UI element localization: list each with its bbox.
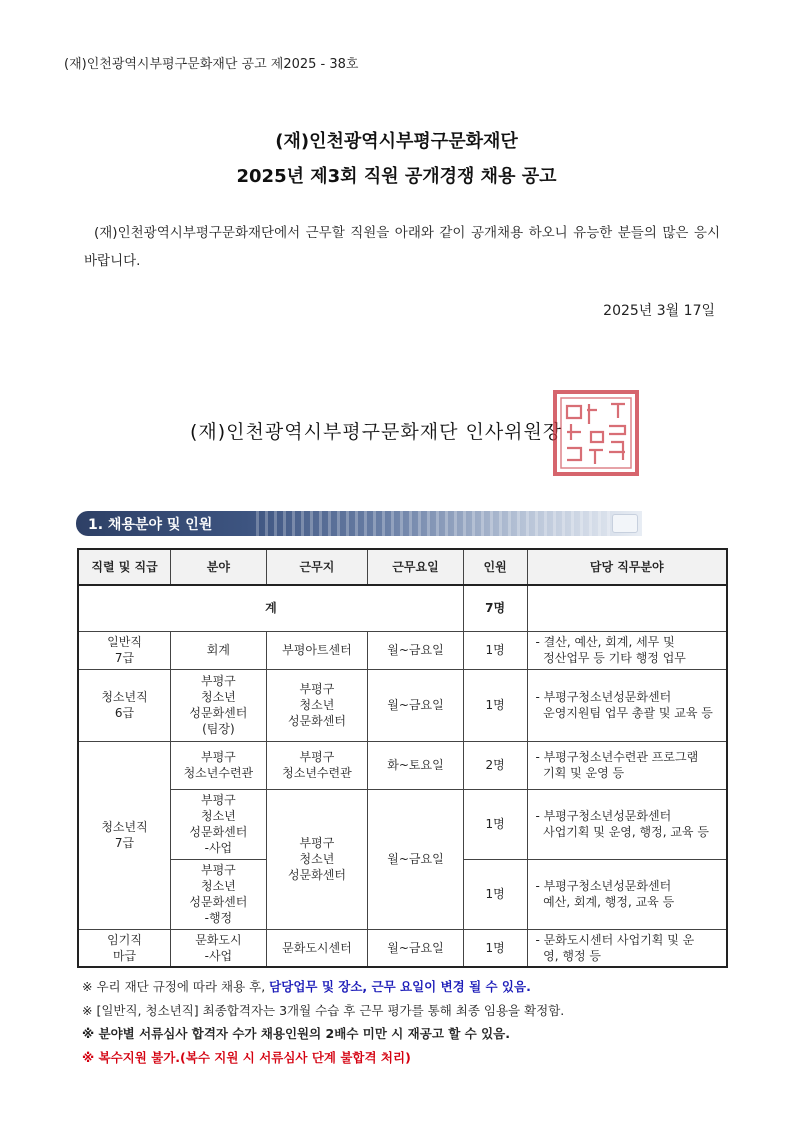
- col-header-days: 근무요일: [368, 549, 464, 585]
- cell-field: 회계: [171, 631, 267, 669]
- cell-days: 월~금요일: [368, 631, 464, 669]
- cell-grade: 임기직 마급: [78, 929, 171, 967]
- table-row: [78, 929, 727, 967]
- cell-duty: - 부평구청소년성문화센터 사업기획 및 운영, 행정, 교육 등: [527, 789, 727, 859]
- total-duty: [527, 585, 727, 631]
- cell-duty: - 결산, 예산, 회계, 세무 및 정산업무 등 기타 행정 업무: [527, 631, 727, 669]
- cell-count: 1명: [463, 631, 527, 669]
- total-count: 7명: [463, 585, 527, 631]
- cell-days: 월~금요일: [368, 789, 464, 929]
- cell-days: 월~금요일: [368, 669, 464, 741]
- cell-field: 문화도시 -사업: [171, 929, 267, 967]
- cell-field: 부평구 청소년수련관: [171, 741, 267, 789]
- cell-field: 부평구 청소년 성문화센터 -행정: [171, 859, 267, 929]
- recruitment-table: [77, 548, 728, 968]
- cell-field: 부평구 청소년 성문화센터 -사업: [171, 789, 267, 859]
- cell-count: 1명: [463, 929, 527, 967]
- table-row: [78, 741, 727, 789]
- intro-paragraph: [84, 219, 720, 275]
- notes-list: [82, 975, 564, 1069]
- notice-date: 2025년 3월 17일: [603, 303, 715, 319]
- col-header-grade: 직렬 및 직급: [78, 549, 171, 585]
- col-header-place: 근무지: [266, 549, 368, 585]
- note-item: [82, 1022, 564, 1046]
- col-header-count: 인원: [463, 549, 527, 585]
- intro-text: (재)인천광역시부평구문화재단에서 근무할 직원을 아래와 같이 공개채용 하오니 유능한 분들의 많은 응시 바랍니다.: [84, 225, 720, 269]
- cell-count: 2명: [463, 741, 527, 789]
- official-seal-icon: [551, 388, 641, 478]
- cell-field: 부평구 청소년 성문화센터 (팀장): [171, 669, 267, 741]
- cell-count: 1명: [463, 789, 527, 859]
- cell-grade: 청소년직 7급: [78, 741, 171, 929]
- table-row: [78, 669, 727, 741]
- note-item: ※ [일반직, 청소년직] 최종합격자는 3개월 수습 후 근무 평가를 통해 최종 임용을 확정함.: [82, 1002, 565, 1018]
- signature: (재)인천광역시부평구문화재단 인사위원장: [190, 421, 563, 443]
- cell-duty: - 문화도시센터 사업기획 및 운 영, 행정 등: [527, 929, 727, 967]
- cell-place: 문화도시센터: [266, 929, 368, 967]
- table-row: [78, 631, 727, 669]
- cell-grade: 청소년직 6급: [78, 669, 171, 741]
- note-item-warning: ※ 복수지원 불가.(복수 지원 시 서류심사 단계 불합격 처리): [82, 1049, 411, 1065]
- page-title-org: (재)인천광역시부평구문화재단: [275, 131, 518, 152]
- cell-place: 부평구 청소년 성문화센터: [266, 789, 368, 929]
- cell-place: 부평구 청소년수련관: [266, 741, 368, 789]
- section-title: 1. 채용분야 및 인원: [88, 517, 213, 533]
- col-header-field: 분야: [171, 549, 267, 585]
- cell-duty: - 부평구청소년수련관 프로그램 기획 및 운영 등: [527, 741, 727, 789]
- note-emphasis: 서류심사 합격자 수가 채용인원의 2배수 미만 시 재공고 할 수 있음.: [139, 1026, 511, 1041]
- cell-place: 부평구 청소년 성문화센터: [266, 669, 368, 741]
- cell-count: 1명: [463, 859, 527, 929]
- table-header-row: [78, 549, 727, 585]
- page-title: 2025년 제3회 직원 공개경쟁 채용 공고: [236, 166, 557, 187]
- col-header-duty: 담당 직무분야: [527, 549, 727, 585]
- note-emphasis: 담당업무 및 장소, 근무 요일이 변경 될 수 있음.: [269, 979, 531, 994]
- notice-number: (재)인천광역시부평구문화재단 공고 제2025 - 38호: [64, 57, 359, 72]
- note-item: [82, 975, 564, 999]
- table-row-total: [78, 585, 727, 631]
- cell-place: 부평아트센터: [266, 631, 368, 669]
- cell-duty: - 부평구청소년성문화센터 운영지원팀 업무 총괄 및 교육 등: [527, 669, 727, 741]
- cell-count: 1명: [463, 669, 527, 741]
- total-label: 계: [78, 585, 463, 631]
- cell-duty: - 부평구청소년성문화센터 예산, 회계, 행정, 교육 등: [527, 859, 727, 929]
- table-row: [78, 789, 727, 859]
- cell-grade: 일반직 7급: [78, 631, 171, 669]
- cell-days: 월~금요일: [368, 929, 464, 967]
- note-text: ※ 우리 재단 규정에 따라 채용 후,: [82, 979, 270, 994]
- cell-days: 화~토요일: [368, 741, 464, 789]
- note-text: ※ 분야별: [82, 1026, 140, 1041]
